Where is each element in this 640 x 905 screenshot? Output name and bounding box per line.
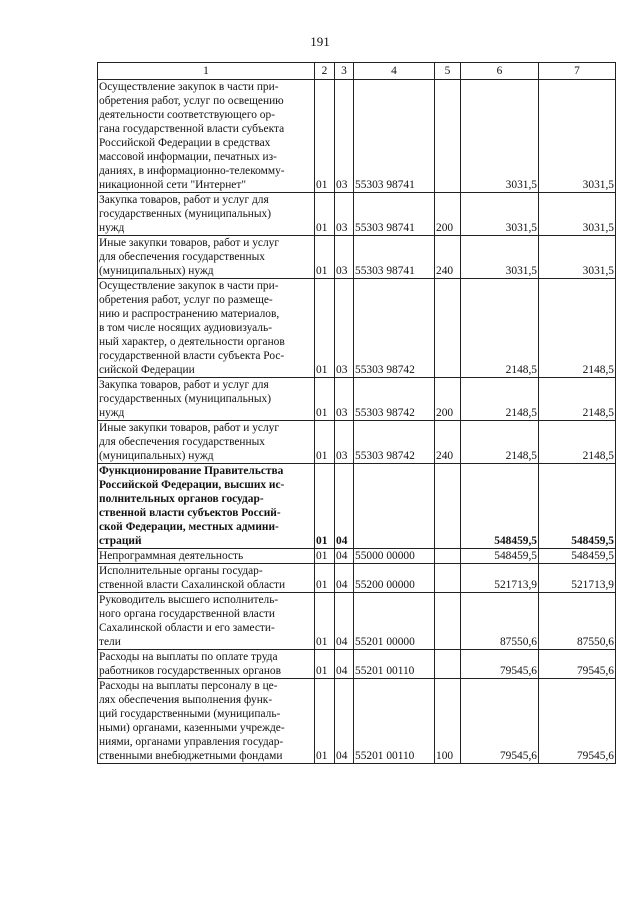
header-col-1: 1 bbox=[98, 63, 315, 80]
section-code: 01 bbox=[315, 564, 335, 593]
section-code: 01 bbox=[315, 549, 335, 564]
table-row bbox=[98, 236, 616, 279]
subsection-code: 04 bbox=[335, 679, 354, 764]
target-article-code: 55303 98741 bbox=[354, 236, 435, 279]
expense-type-code bbox=[435, 564, 461, 593]
target-article-code bbox=[354, 464, 435, 549]
subsection-code: 04 bbox=[335, 593, 354, 650]
amount-col-7: 3031,5 bbox=[539, 80, 616, 193]
section-code: 01 bbox=[315, 421, 335, 464]
subsection-code: 03 bbox=[335, 421, 354, 464]
expense-name: Расходы на выплаты персоналу в це- лях обеспечения выполнения функ- ций государственными (муниципаль- ными) органами, казенными учрежде- ниями, органами управления государ- ственными внебюджетными фондами bbox=[98, 679, 315, 764]
amount-col-6: 2148,5 bbox=[461, 279, 539, 378]
table-row bbox=[98, 464, 616, 549]
amount-col-6: 2148,5 bbox=[461, 378, 539, 421]
amount-col-7: 521713,9 bbox=[539, 564, 616, 593]
table-row bbox=[98, 593, 616, 650]
expense-name: Закупка товаров, работ и услуг для государственных (муниципальных) нужд bbox=[98, 193, 315, 236]
expense-type-code bbox=[435, 80, 461, 193]
amount-col-6: 87550,6 bbox=[461, 593, 539, 650]
subsection-code: 03 bbox=[335, 378, 354, 421]
table-row bbox=[98, 679, 616, 764]
header-col-2: 2 bbox=[315, 63, 335, 80]
subsection-code: 04 bbox=[335, 464, 354, 549]
amount-col-7: 548459,5 bbox=[539, 549, 616, 564]
amount-col-7: 3031,5 bbox=[539, 193, 616, 236]
subsection-code: 03 bbox=[335, 193, 354, 236]
subsection-code: 03 bbox=[335, 236, 354, 279]
target-article-code: 55303 98742 bbox=[354, 279, 435, 378]
amount-col-6: 79545,6 bbox=[461, 650, 539, 679]
target-article-code: 55201 00000 bbox=[354, 593, 435, 650]
expense-type-code: 240 bbox=[435, 421, 461, 464]
expense-name: Исполнительные органы государ- ственной власти Сахалинской области bbox=[98, 564, 315, 593]
table-row bbox=[98, 421, 616, 464]
amount-col-7: 2148,5 bbox=[539, 421, 616, 464]
amount-col-7: 2148,5 bbox=[539, 279, 616, 378]
budget-table bbox=[97, 62, 616, 764]
header-col-3: 3 bbox=[335, 63, 354, 80]
table-row bbox=[98, 80, 616, 193]
table-row bbox=[98, 193, 616, 236]
subsection-code: 04 bbox=[335, 549, 354, 564]
expense-name: Непрограммная деятельность bbox=[98, 549, 315, 564]
amount-col-7: 3031,5 bbox=[539, 236, 616, 279]
subsection-code: 04 bbox=[335, 650, 354, 679]
expense-name: Функционирование Правительства Российской Федерации, высших ис- полнительных органов государ- ственной власти субъектов Россий- ской Федерации, местных админи- страций bbox=[98, 464, 315, 549]
subsection-code: 03 bbox=[335, 279, 354, 378]
amount-col-6: 79545,6 bbox=[461, 679, 539, 764]
header-row bbox=[98, 63, 616, 80]
header-col-6: 6 bbox=[461, 63, 539, 80]
expense-name: Расходы на выплаты по оплате труда работников государственных органов bbox=[98, 650, 315, 679]
amount-col-6: 548459,5 bbox=[461, 464, 539, 549]
amount-col-6: 3031,5 bbox=[461, 80, 539, 193]
expense-name: Руководитель высшего исполнитель- ного органа государственной власти Сахалинской области и его замести- тели bbox=[98, 593, 315, 650]
expense-type-code: 200 bbox=[435, 378, 461, 421]
amount-col-6: 521713,9 bbox=[461, 564, 539, 593]
section-code: 01 bbox=[315, 80, 335, 193]
expense-type-code bbox=[435, 279, 461, 378]
table-row bbox=[98, 549, 616, 564]
target-article-code: 55303 98742 bbox=[354, 421, 435, 464]
subsection-code: 03 bbox=[335, 80, 354, 193]
header-col-4: 4 bbox=[354, 63, 435, 80]
section-code: 01 bbox=[315, 279, 335, 378]
expense-type-code bbox=[435, 593, 461, 650]
expense-type-code bbox=[435, 549, 461, 564]
page-number: 191 bbox=[310, 34, 330, 49]
expense-name: Иные закупки товаров, работ и услуг для обеспечения государственных (муниципальных) нужд bbox=[98, 236, 315, 279]
expense-name: Закупка товаров, работ и услуг для государственных (муниципальных) нужд bbox=[98, 378, 315, 421]
expense-name: Осуществление закупок в части при- обретения работ, услуг по освещению деятельности соответствующего ор- гана государственной власти субъекта Российской Федерации в средствах массовой информации, печатных из- даниях, в информационно-телекомму- никационной сети "Интернет" bbox=[98, 80, 315, 193]
amount-col-7: 79545,6 bbox=[539, 650, 616, 679]
section-code: 01 bbox=[315, 679, 335, 764]
table-row bbox=[98, 378, 616, 421]
target-article-code: 55303 98742 bbox=[354, 378, 435, 421]
section-code: 01 bbox=[315, 236, 335, 279]
section-code: 01 bbox=[315, 464, 335, 549]
expense-type-code bbox=[435, 650, 461, 679]
amount-col-7: 2148,5 bbox=[539, 378, 616, 421]
amount-col-6: 3031,5 bbox=[461, 193, 539, 236]
section-code: 01 bbox=[315, 593, 335, 650]
section-code: 01 bbox=[315, 193, 335, 236]
amount-col-7: 548459,5 bbox=[539, 464, 616, 549]
target-article-code: 55000 00000 bbox=[354, 549, 435, 564]
expense-type-code: 240 bbox=[435, 236, 461, 279]
target-article-code: 55201 00110 bbox=[354, 650, 435, 679]
header-col-7: 7 bbox=[539, 63, 616, 80]
target-article-code: 55200 00000 bbox=[354, 564, 435, 593]
amount-col-7: 87550,6 bbox=[539, 593, 616, 650]
section-code: 01 bbox=[315, 378, 335, 421]
amount-col-7: 79545,6 bbox=[539, 679, 616, 764]
amount-col-6: 2148,5 bbox=[461, 421, 539, 464]
expense-name: Иные закупки товаров, работ и услуг для обеспечения государственных (муниципальных) нужд bbox=[98, 421, 315, 464]
amount-col-6: 548459,5 bbox=[461, 549, 539, 564]
section-code: 01 bbox=[315, 650, 335, 679]
target-article-code: 55303 98741 bbox=[354, 193, 435, 236]
target-article-code: 55303 98741 bbox=[354, 80, 435, 193]
amount-col-6: 3031,5 bbox=[461, 236, 539, 279]
expense-type-code bbox=[435, 464, 461, 549]
table-row bbox=[98, 650, 616, 679]
expense-name: Осуществление закупок в части при- обретения работ, услуг по размеще- нию и распространению материалов, в том числе носящих аудиовизуаль- ный характер, о деятельности органов государственной власти субъекта Рос- сийской Федерации bbox=[98, 279, 315, 378]
table-row bbox=[98, 564, 616, 593]
expense-type-code: 100 bbox=[435, 679, 461, 764]
table-row bbox=[98, 279, 616, 378]
expense-type-code: 200 bbox=[435, 193, 461, 236]
header-col-5: 5 bbox=[435, 63, 461, 80]
subsection-code: 04 bbox=[335, 564, 354, 593]
target-article-code: 55201 00110 bbox=[354, 679, 435, 764]
